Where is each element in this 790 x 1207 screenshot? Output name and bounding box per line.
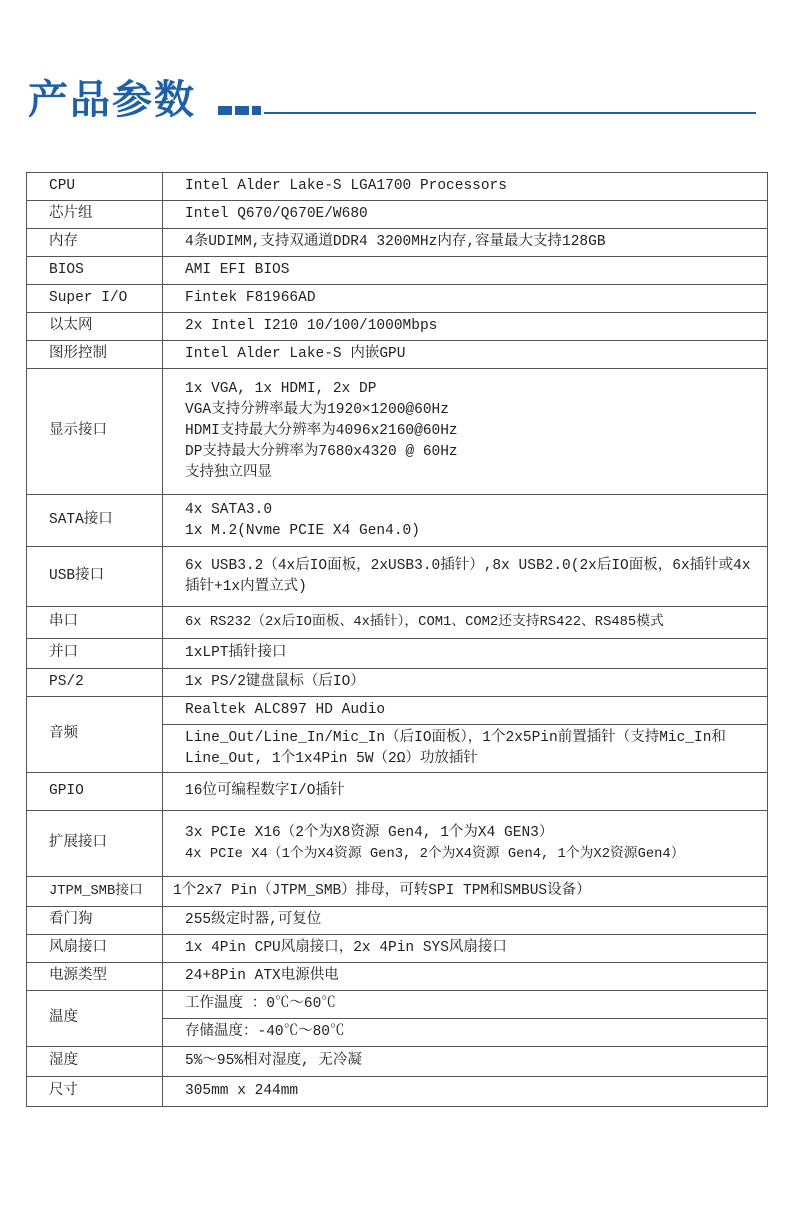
spec-row-chipset bbox=[27, 201, 768, 229]
spec-value: Realtek ALC897 HD Audio bbox=[163, 697, 768, 725]
spec-row-memory bbox=[27, 229, 768, 257]
spec-value: 存储温度：-40℃～80℃ bbox=[163, 1019, 768, 1047]
spec-value: 305mm x 244mm bbox=[163, 1077, 768, 1107]
spec-value: Intel Q670/Q670E/W680 bbox=[163, 201, 768, 229]
spec-row-gpio bbox=[27, 773, 768, 811]
spec-row-expansion bbox=[27, 811, 768, 877]
spec-row-serial bbox=[27, 607, 768, 639]
spec-value: 4x SATA3.0 1x M.2(Nvme PCIE X4 Gen4.0) bbox=[163, 495, 768, 547]
spec-row-parallel bbox=[27, 639, 768, 669]
spec-label: 风扇接口 bbox=[27, 935, 163, 963]
spec-label: 扩展接口 bbox=[27, 811, 163, 877]
spec-label: BIOS bbox=[27, 257, 163, 285]
spec-value: 5%～95%相对湿度, 无冷凝 bbox=[163, 1047, 768, 1077]
title-decoration-bar-2 bbox=[235, 106, 249, 115]
spec-value: 4条UDIMM,支持双通道DDR4 3200MHz内存,容量最大支持128GB bbox=[163, 229, 768, 257]
spec-row-sata bbox=[27, 495, 768, 547]
spec-label: Super I/O bbox=[27, 285, 163, 313]
spec-row-cpu bbox=[27, 173, 768, 201]
spec-label: 看门狗 bbox=[27, 907, 163, 935]
spec-value: Intel Alder Lake-S 内嵌GPU bbox=[163, 341, 768, 369]
spec-value: 6x USB3.2（4x后IO面板，2xUSB3.0插针）,8x USB2.0(2x后IO面板，6x插针或4x插针+1x内置立式) bbox=[163, 547, 768, 607]
spec-label: 温度 bbox=[27, 991, 163, 1047]
spec-value: 16位可编程数字I/O插针 bbox=[163, 773, 768, 811]
spec-table bbox=[26, 172, 768, 1107]
spec-label: 电源类型 bbox=[27, 963, 163, 991]
spec-value: Intel Alder Lake-S LGA1700 Processors bbox=[163, 173, 768, 201]
spec-label: 并口 bbox=[27, 639, 163, 669]
spec-row-power bbox=[27, 963, 768, 991]
spec-value: 1x VGA, 1x HDMI, 2x DP VGA支持分辨率最大为1920×1200@60Hz HDMI支持最大分辨率为4096x2160@60Hz DP支持最大分辨率为7680x4320 @ 60Hz 支持独立四显 bbox=[163, 369, 768, 495]
page-title: 产品参数 bbox=[28, 77, 196, 123]
spec-label: USB接口 bbox=[27, 547, 163, 607]
spec-row-dimensions bbox=[27, 1077, 768, 1107]
spec-row-display bbox=[27, 369, 768, 495]
spec-label: SATA接口 bbox=[27, 495, 163, 547]
spec-row-usb bbox=[27, 547, 768, 607]
spec-value: 1xLPT插针接口 bbox=[163, 639, 768, 669]
spec-label: 音频 bbox=[27, 697, 163, 773]
spec-label: PS/2 bbox=[27, 669, 163, 697]
spec-row-ethernet bbox=[27, 313, 768, 341]
spec-row-superio bbox=[27, 285, 768, 313]
spec-value: 1x 4Pin CPU风扇接口，2x 4Pin SYS风扇接口 bbox=[163, 935, 768, 963]
spec-value: 255级定时器,可复位 bbox=[163, 907, 768, 935]
spec-row-temperature bbox=[27, 991, 768, 1019]
spec-value: AMI EFI BIOS bbox=[163, 257, 768, 285]
spec-value: 工作温度 ：0℃～60℃ bbox=[163, 991, 768, 1019]
spec-value: 1个2x7 Pin（JTPM_SMB）排母，可转SPI TPM和SMBUS设备） bbox=[163, 877, 768, 907]
spec-value: Line_Out/Line_In/Mic_In（后IO面板），1个2x5Pin前置插针（支持Mic_In和Line_Out, 1个1x4Pin 5W（2Ω）功放插针 bbox=[163, 725, 768, 773]
spec-label: 芯片组 bbox=[27, 201, 163, 229]
spec-row-fan bbox=[27, 935, 768, 963]
spec-value: 24+8Pin ATX电源供电 bbox=[163, 963, 768, 991]
spec-row-watchdog bbox=[27, 907, 768, 935]
spec-row-humidity bbox=[27, 1047, 768, 1077]
spec-value: 2x Intel I210 10/100/1000Mbps bbox=[163, 313, 768, 341]
spec-label: GPIO bbox=[27, 773, 163, 811]
spec-label: JTPM_SMB接口 bbox=[27, 877, 163, 907]
spec-label: 显示接口 bbox=[27, 369, 163, 495]
spec-row-bios bbox=[27, 257, 768, 285]
spec-label: 内存 bbox=[27, 229, 163, 257]
spec-label: CPU bbox=[27, 173, 163, 201]
spec-label: 湿度 bbox=[27, 1047, 163, 1077]
spec-row-audio bbox=[27, 697, 768, 725]
title-decoration-bar-3 bbox=[252, 106, 261, 115]
spec-row-ps2 bbox=[27, 669, 768, 697]
spec-value: 6x RS232（2x后IO面板、4x插针），COM1、COM2还支持RS422、RS485模式 bbox=[163, 607, 768, 639]
spec-label: 图形控制 bbox=[27, 341, 163, 369]
spec-label: 以太网 bbox=[27, 313, 163, 341]
spec-row-jtpm-smb bbox=[27, 877, 768, 907]
title-decoration-bar-1 bbox=[218, 106, 232, 115]
spec-value: 1x PS/2键盘鼠标（后IO） bbox=[163, 669, 768, 697]
spec-value: 3x PCIe X16（2个为X8资源 Gen4, 1个为X4 GEN3） 4x PCIe X4（1个为X4资源 Gen3, 2个为X4资源 Gen4, 1个为X2资源Gen4） bbox=[163, 811, 768, 877]
spec-label: 尺寸 bbox=[27, 1077, 163, 1107]
title-underline bbox=[264, 112, 756, 114]
spec-row-graphics bbox=[27, 341, 768, 369]
spec-value: Fintek F81966AD bbox=[163, 285, 768, 313]
spec-label: 串口 bbox=[27, 607, 163, 639]
